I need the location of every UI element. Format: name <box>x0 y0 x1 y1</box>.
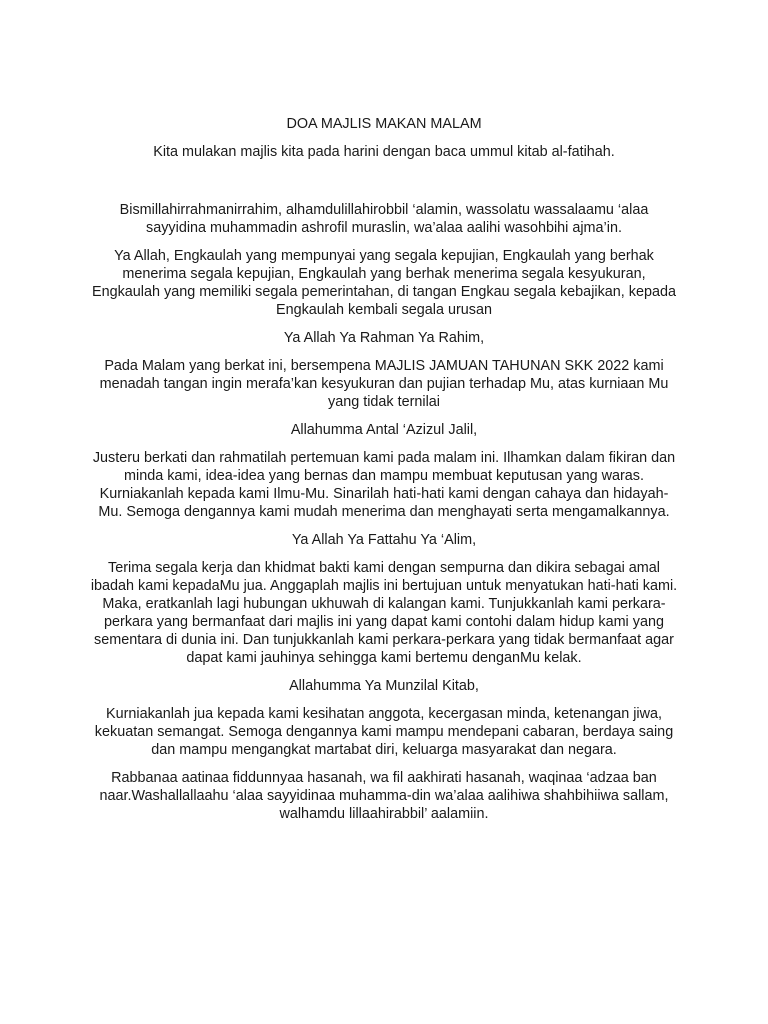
paragraph-rabbanaa: Rabbanaa aatinaa fiddunnyaa hasanah, wa fil aakhirati hasanah, waqinaa ‘adzaa ban naar.Washallallaahu ‘alaa sayyidinaa muhamma-din wa’alaa aalihiwa shahbihiiwa sallam, walhamdu lillaahirabbil’ aalamiin. <box>99 770 669 822</box>
paragraph-terima: Terima segala kerja dan khidmat bakti kami dengan sempurna dan dikira sebagai amal ibadah kami kepadaMu jua. Anggaplah majlis ini bertujuan untuk menyatukan hati-hati kami. Maka, eratkanlah lagi hubungan ukhuwah di kalangan kami. Tunjukkanlah kami perkara-perkara yang bermanfaat dari majlis ini yang dapat kami contohi dalam hidup kami yang sementara di dunia ini. Dan tunjukkanlah kami perkara-perkara yang tidak bermanfaat agar dapat kami jauhinya sehingga kami bertemu denganMu kelak. <box>90 560 678 666</box>
paragraph-justeru: Justeru berkati dan rahmatilah pertemuan kami pada malam ini. Ilhamkan dalam fikiran dan minda kami, idea-idea yang bernas dan mampu membuat keputusan yang waras. Kurniakanlah kepada kami Ilmu-Mu. Sinarilah hati-hati kami dengan cahaya dan hidayah-Mu. Semoga dengannya kami mudah menerima dan menghayati serta mengamalkannya. <box>92 450 676 520</box>
heading-ya-allah-ya-rahman: Ya Allah Ya Rahman Ya Rahim, <box>283 330 485 346</box>
heading-munzilal-kitab: Allahumma Ya Munzilal Kitab, <box>289 678 479 694</box>
intro-text: Kita mulakan majlis kita pada harini dengan baca ummul kitab al-fatihah. <box>153 144 615 160</box>
heading-ya-fattahu: Ya Allah Ya Fattahu Ya ‘Alim, <box>291 532 477 548</box>
document-page <box>90 115 678 833</box>
heading-antal-azizul-jalil: Allahumma Antal ‘Azizul Jalil, <box>290 422 478 438</box>
paragraph-malam-berkat: Pada Malam yang berkat ini, bersempena MAJLIS JAMUAN TAHUNAN SKK 2022 kami menadah tangan ingin merafa’kan kesyukuran dan pujian terhadap Mu, atas kurniaan Mu yang tidak ternilai <box>99 358 669 410</box>
paragraph-kurniakanlah: Kurniakanlah jua kepada kami kesihatan anggota, kecergasan minda, ketenangan jiwa, kekuatan semangat. Semoga dengannya kami mampu mendepani cabaran, berdaya saing dan mampu mengangkat martabat diri, keluarga masyarakat dan negara. <box>94 706 674 758</box>
document-title: DOA MAJLIS MAKAN MALAM <box>286 116 482 132</box>
paragraph-bismillah: Bismillahirrahmanirrahim, alhamdulillahirobbil ‘alamin, wassolatu wassalaamu ‘alaa sayyidina muhammadin ashrofil muraslin, wa’alaa aalihi wasohbihi ajma’in. <box>119 202 649 236</box>
paragraph-praise: Ya Allah, Engkaulah yang mempunyai yang segala kepujian, Engkaulah yang berhak menerima segala kepujian, Engkaulah yang berhak menerima segala kesyukuran, Engkaulah yang memiliki segala pemerintahan, di tangan Engkau segala kebajikan, kepada Engkaulah kembali segala urusan <box>91 248 676 318</box>
